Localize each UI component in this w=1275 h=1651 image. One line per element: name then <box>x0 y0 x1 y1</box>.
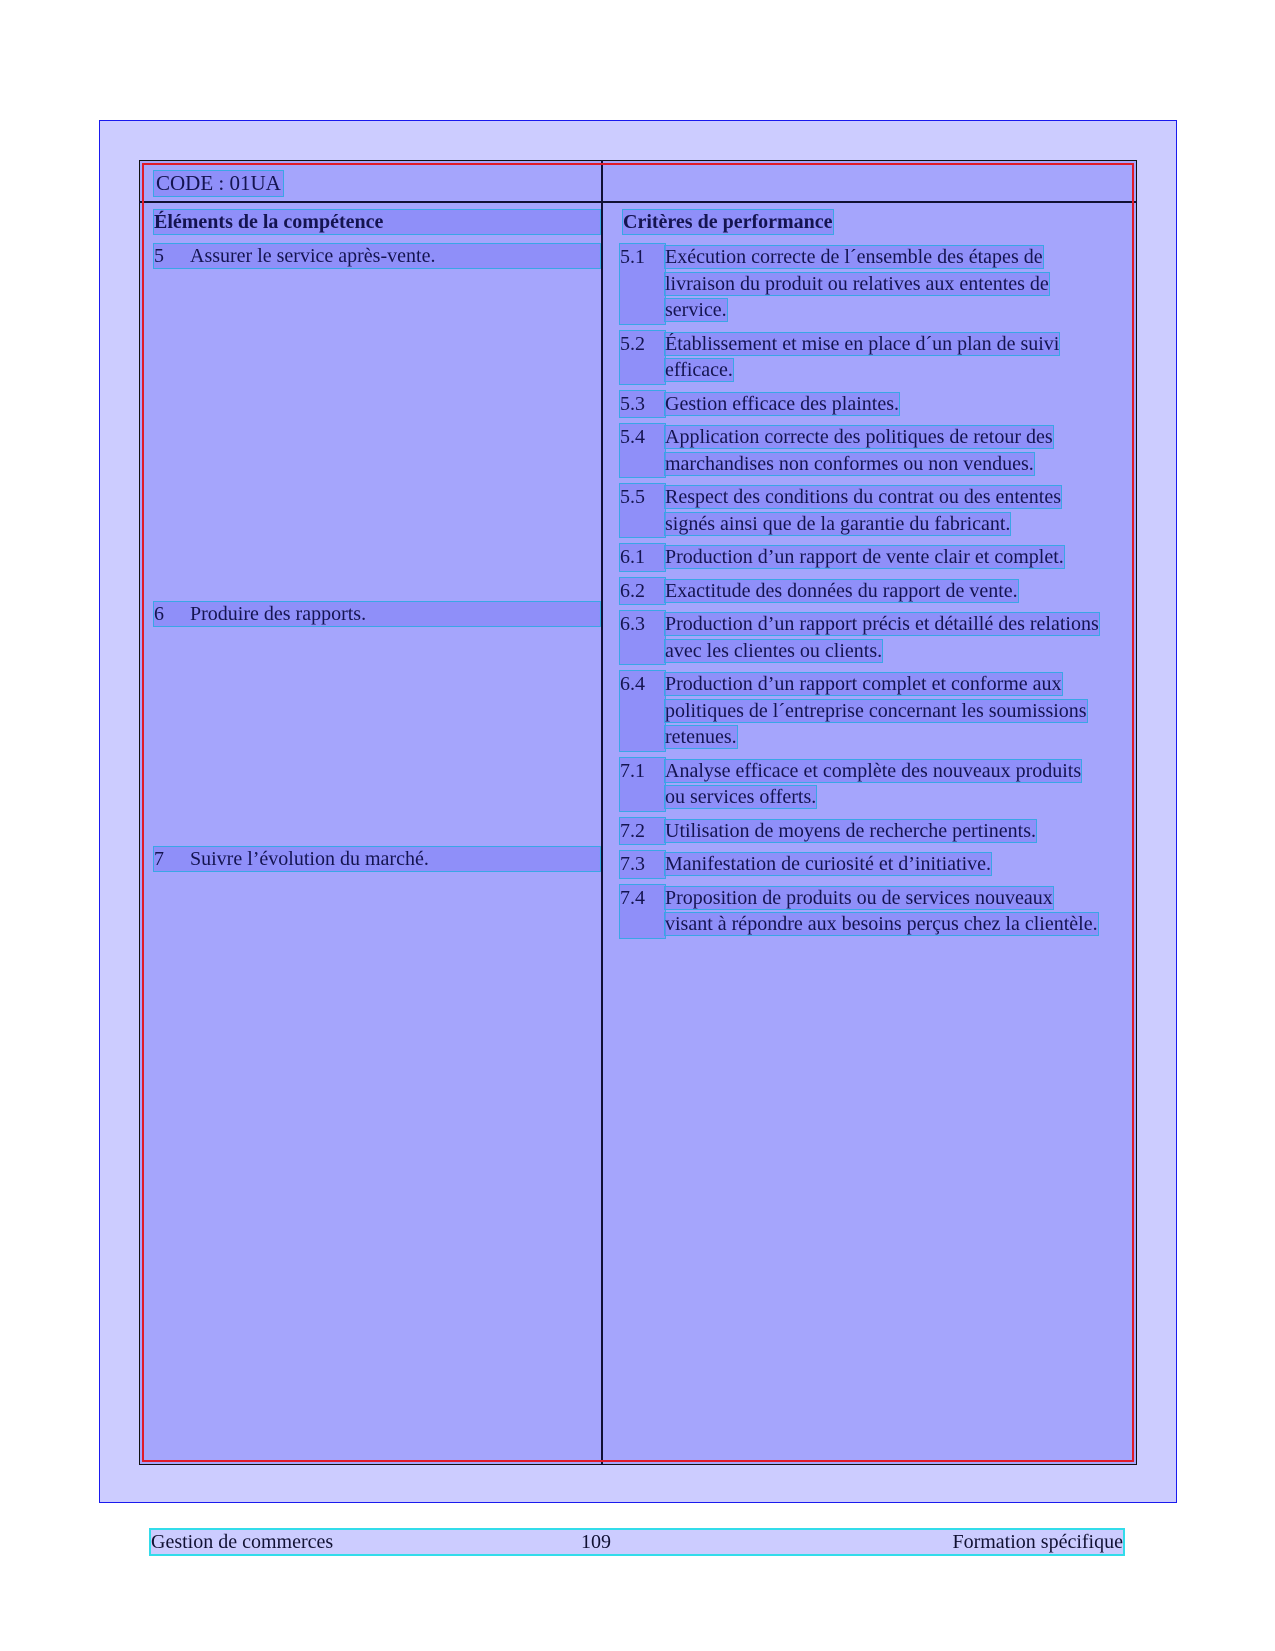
element-item <box>154 602 600 626</box>
criterion-item <box>620 578 1105 605</box>
elements-column-header: Éléments de la compétence <box>154 210 600 234</box>
criterion-item <box>620 484 1105 537</box>
criterion-text: Exactitude des données du rapport de vente. <box>665 579 1018 602</box>
criterion-number: 7.2 <box>620 818 665 845</box>
element-text: Assurer le service après-vente. <box>190 245 436 267</box>
criterion-number: 5.4 <box>620 424 665 477</box>
page-footer <box>151 1530 1123 1554</box>
criterion-text: Gestion efficace des plaintes. <box>665 392 899 415</box>
element-text: Suivre l’évolution du marché. <box>190 848 429 870</box>
element-item <box>154 847 600 871</box>
criterion-item <box>620 671 1105 751</box>
footer-section-title: Formation spécifique <box>952 1531 1123 1553</box>
element-item <box>154 244 600 268</box>
criterion-text: Analyse efficace et complète des nouveaux produits ou services offerts. <box>665 759 1082 808</box>
criterion-text: Exécution correcte de l´ensemble des étapes de livraison du produit ou relatives aux ententes de service. <box>665 246 1049 321</box>
criterion-item <box>620 611 1105 664</box>
criterion-item <box>620 544 1105 571</box>
header-row-divider <box>139 201 1137 203</box>
criterion-text: Production d’un rapport complet et conforme aux politiques de l´entreprise concernant les soumissions retenues. <box>665 673 1087 748</box>
criterion-text: Production d’un rapport de vente clair et complet. <box>665 546 1064 568</box>
criterion-number: 7.1 <box>620 758 665 811</box>
page-number: 109 <box>581 1531 611 1553</box>
criterion-number: 6.2 <box>620 578 665 605</box>
criterion-item <box>620 818 1105 845</box>
element-text: Produire des rapports. <box>190 603 367 625</box>
criterion-number: 6.3 <box>620 611 665 664</box>
criteria-list <box>620 244 1105 945</box>
element-number: 6 <box>154 603 164 625</box>
criterion-item <box>620 244 1105 324</box>
criterion-number: 6.1 <box>620 544 665 571</box>
competence-code: CODE : 01UA <box>156 171 281 195</box>
criterion-text: Établissement et mise en place d´un plan de suivi efficace. <box>665 332 1060 381</box>
criterion-text: Utilisation de moyens de recherche pertinents. <box>665 819 1036 842</box>
criterion-item <box>620 851 1105 878</box>
criterion-number: 5.2 <box>620 331 665 384</box>
criterion-number: 5.3 <box>620 391 665 418</box>
criterion-item <box>620 331 1105 384</box>
criterion-number: 6.4 <box>620 671 665 751</box>
column-divider <box>601 160 603 1465</box>
footer-program-title: Gestion de commerces <box>151 1531 334 1553</box>
criterion-text: Manifestation de curiosité et d’initiative. <box>665 853 992 875</box>
criterion-number: 5.5 <box>620 484 665 537</box>
criterion-item <box>620 758 1105 811</box>
criterion-item <box>620 391 1105 418</box>
criterion-text: Application correcte des politiques de retour des marchandises non conformes ou non vendues. <box>665 426 1053 475</box>
criterion-item <box>620 424 1105 477</box>
criterion-text: Respect des conditions du contrat ou des ententes signés ainsi que de la garantie du fabricant. <box>665 486 1062 535</box>
criterion-text: Proposition de produits ou de services nouveaux visant à répondre aux besoins perçus chez la clientèle. <box>665 886 1098 935</box>
element-number: 7 <box>154 848 164 870</box>
element-number: 5 <box>154 245 164 267</box>
criterion-number: 7.3 <box>620 851 665 878</box>
criterion-number: 7.4 <box>620 885 665 938</box>
criterion-number: 5.1 <box>620 244 665 324</box>
criterion-item <box>620 885 1105 938</box>
criteria-column-header: Critères de performance <box>623 211 833 233</box>
criterion-text: Production d’un rapport précis et détaillé des relations avec les clientes ou clients. <box>665 613 1099 662</box>
